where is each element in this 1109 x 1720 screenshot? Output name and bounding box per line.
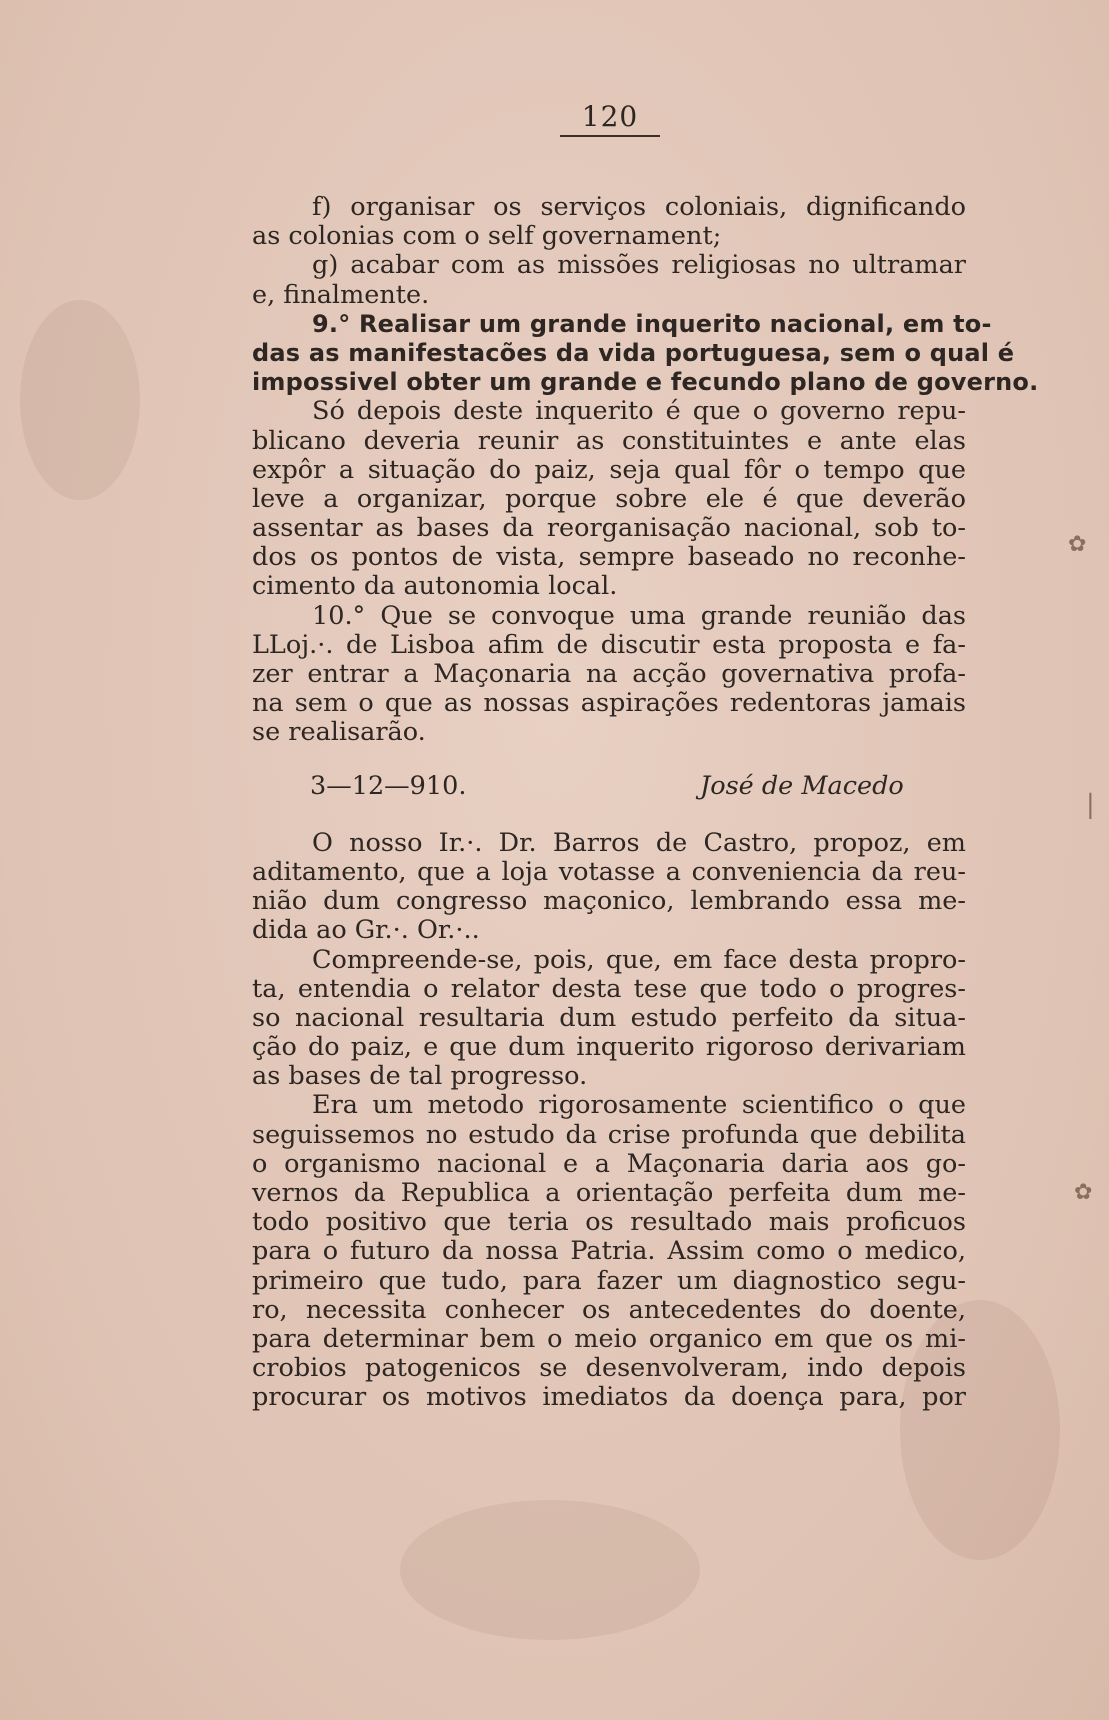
text-line: para determinar bem o meio organico em que os mi-	[252, 1323, 966, 1354]
text-line: dos os pontos de vista, sempre baseado no reconhe-	[252, 542, 966, 573]
item-g-paragraph	[252, 251, 966, 309]
signature-date: 3—12—910.	[310, 770, 467, 801]
text-line: para o futuro da nossa Patria. Assim como o medico,	[252, 1236, 966, 1267]
text-line: Só depois deste inquerito é que o governo repu-	[312, 396, 966, 427]
signature-line	[252, 772, 966, 801]
item-9-paragraph	[252, 309, 1039, 398]
text-line: leve a organizar, porque sobre ele é que deverão	[252, 483, 966, 514]
text-line: expôr a situação do paiz, seja qual fôr o tempo que	[252, 454, 966, 485]
text-line: as bases de tal progresso.	[252, 1061, 588, 1092]
text-line: so nacional resultaria dum estudo perfeito da situa-	[252, 1002, 966, 1033]
document-body	[252, 192, 1039, 1413]
text-line: g) acabar com as missões religiosas no ultramar	[312, 250, 966, 281]
text-line: procurar os motivos imediatos da doença para, por	[252, 1382, 966, 1413]
text-line: vernos da Republica a orientação perfeita dum me-	[252, 1178, 966, 1208]
text-line: blicano deveria reunir as constituintes e ante elas	[252, 425, 966, 456]
text-line: Era um metodo rigorosamente scientifico o que	[312, 1090, 966, 1121]
paper-stain	[400, 1500, 700, 1640]
page-number: 120	[560, 100, 660, 137]
text-line: as colonias com o self governament;	[252, 221, 722, 252]
item-10-paragraph	[252, 602, 966, 748]
margin-ink-mark: ✿	[1074, 1180, 1093, 1205]
text-line: dida ao Gr.·. Or.·..	[252, 915, 480, 946]
text-line: 9.° Realisar um grande inquerito nacional, em to-	[312, 309, 992, 338]
era-paragraph	[252, 1091, 966, 1412]
compreende-paragraph	[252, 946, 966, 1092]
after-item-9-paragraph	[252, 397, 966, 601]
barros-paragraph	[252, 829, 966, 946]
text-line: ta, entendia o relator desta tese que todo o progres-	[252, 973, 966, 1004]
text-line: seguissemos no estudo da crise profunda que debilita	[252, 1119, 966, 1150]
text-line: 10.° Que se convoque uma grande reunião das	[312, 600, 966, 631]
text-line: o organismo nacional e a Maçonaria daria aos go-	[252, 1148, 966, 1179]
text-line: f) organisar os serviços coloniais, dignificando	[312, 192, 966, 222]
text-line: ro, necessita conhecer os antecedentes do doente,	[252, 1294, 966, 1325]
text-line: impossivel obter um grande e fecundo plano de governo.	[252, 368, 1039, 397]
margin-ink-mark: |	[1086, 790, 1095, 820]
text-line: LLoj.·. de Lisboa afim de discutir esta proposta e fa-	[252, 629, 966, 660]
text-line: primeiro que tudo, para fazer um diagnostico segu-	[252, 1265, 966, 1296]
signature-author: José de Macedo	[700, 770, 904, 801]
text-line: cimento da autonomia local.	[252, 571, 618, 602]
text-line: ção do paiz, e que dum inquerito rigoroso derivariam	[252, 1032, 966, 1063]
text-line: todo positivo que teria os resultado mais proficuos	[252, 1207, 966, 1238]
text-line: nião dum congresso maçonico, lembrando essa me-	[252, 886, 966, 917]
text-line: zer entrar a Maçonaria na acção governativa profa-	[252, 659, 966, 689]
margin-ink-mark: ✿	[1068, 532, 1087, 557]
item-f-paragraph	[252, 193, 966, 251]
text-line: aditamento, que a loja votasse a conveniencia da reu-	[252, 856, 966, 887]
text-line: se realisarão.	[252, 717, 426, 748]
text-line: Compreende-se, pois, que, em face desta propro-	[312, 944, 966, 975]
text-line: crobios patogenicos se desenvolveram, indo depois	[252, 1353, 966, 1384]
text-line: O nosso Ir.·. Dr. Barros de Castro, propoz, em	[312, 827, 966, 858]
paper-stain	[20, 300, 140, 500]
text-line: das as manifestacões da vida portuguesa, sem o qual é	[252, 338, 1015, 367]
text-line: na sem o que as nossas aspirações redentoras jamais	[252, 688, 966, 719]
text-line: assentar as bases da reorganisação nacional, sob to-	[252, 513, 966, 544]
text-line: e, finalmente.	[252, 279, 430, 310]
